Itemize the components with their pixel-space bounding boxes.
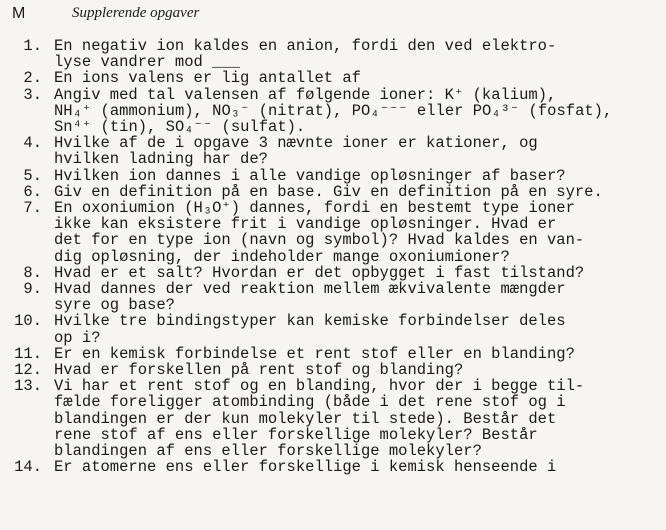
section-letter: M — [12, 5, 26, 22]
question-line: Angiv med tal valensen af følgende ioner: K⁺ (kalium), — [54, 85, 557, 104]
question-text — [54, 378, 584, 459]
question-line: fælde foreligger atombinding (både i det rene stof og i — [54, 393, 566, 412]
question-number: 8. — [23, 263, 42, 282]
question-line: Er atomerne ens eller forskellige i kemisk henseende i — [54, 458, 557, 477]
question-line: Vi har et rent stof og en blanding, hvor der i begge til- — [54, 377, 585, 396]
question-line: Hvad er et salt? Hvordan er det opbygget i fast tilstand? — [54, 263, 585, 282]
question-number: 10. — [14, 312, 42, 331]
question-text — [54, 362, 463, 378]
question-line: En ions valens er lig antallet af — [54, 69, 361, 88]
question-number: 3. — [23, 85, 42, 104]
question-line: Hvilke af de i opgave 3 nævnte ioner er kationer, og — [54, 134, 538, 153]
question-line: ikke kan eksistere frit i vandige opløsninger. Hvad er — [54, 215, 557, 234]
question-number: 13. — [14, 377, 42, 396]
question-line: Hvad er forskellen på rent stof og blanding? — [54, 361, 464, 379]
question-line: det for en type ion (navn og symbol)? Hvad kaldes en van- — [54, 231, 585, 250]
question-text — [54, 459, 556, 475]
question-text — [54, 265, 584, 281]
question-line: Er en kemisk forbindelse et rent stof eller en blanding? — [54, 344, 575, 363]
section-title: Supplerende opgaver — [72, 5, 200, 21]
question-text — [54, 200, 584, 265]
question-line: En negativ ion kaldes en anion, fordi den ved elektro- — [54, 37, 557, 55]
question-line: blandingen af ens eller forskellige molekyler? — [54, 442, 482, 460]
question-line: dig opløsning, der indeholder mange oxoniumioner? — [54, 247, 510, 266]
question-number: 6. — [23, 182, 42, 201]
question-line: Giv en definition på en base. Giv en definition på en syre. — [54, 182, 603, 201]
question-number: 14. — [14, 458, 42, 477]
question-number: 9. — [23, 280, 42, 298]
question-text — [54, 38, 556, 70]
question-line: blandingen er der kun molekyler til stede). Består det — [54, 409, 557, 428]
question-text — [54, 313, 566, 345]
question-number: 2. — [23, 69, 42, 88]
question-text — [54, 184, 603, 200]
question-text — [54, 168, 566, 184]
question-text — [54, 281, 566, 313]
question-text — [54, 135, 538, 167]
question-text — [54, 70, 361, 86]
question-number: 7. — [23, 199, 42, 217]
question-line: Sn⁴⁺ (tin), SO₄⁻⁻ (sulfat). — [54, 118, 306, 136]
question-line: op i? — [54, 328, 101, 347]
question-number: 12. — [14, 361, 42, 379]
question-number: 11. — [14, 344, 42, 363]
question-line: rene stof af ens eller forskellige molekyler? Består — [54, 425, 538, 444]
question-line: Hvilken ion dannes i alle vandige opløsninger af baser? — [54, 166, 566, 185]
question-line: NH₄⁺ (ammonium), NO₃⁻ (nitrat), PO₄⁻⁻⁻ eller PO₄³⁻ (fosfat), — [54, 101, 613, 120]
question-number: 1. — [23, 37, 42, 55]
question-line: En oxoniumion (H₃O⁺) dannes, fordi en bestemt type ioner — [54, 199, 575, 217]
question-line: hvilken ladning har de? — [54, 150, 268, 169]
question-line: Hvilke tre bindingstyper kan kemiske forbindelser deles — [54, 312, 566, 331]
question-text — [54, 87, 612, 136]
question-line: syre og base? — [54, 296, 175, 315]
question-line: lyse vandrer mod ___ — [54, 53, 241, 72]
question-number: 5. — [23, 166, 42, 185]
question-line: Hvad dannes der ved reaktion mellem ækvivalente mængder — [54, 280, 566, 298]
question-text — [54, 346, 575, 362]
question-number: 4. — [23, 134, 42, 153]
